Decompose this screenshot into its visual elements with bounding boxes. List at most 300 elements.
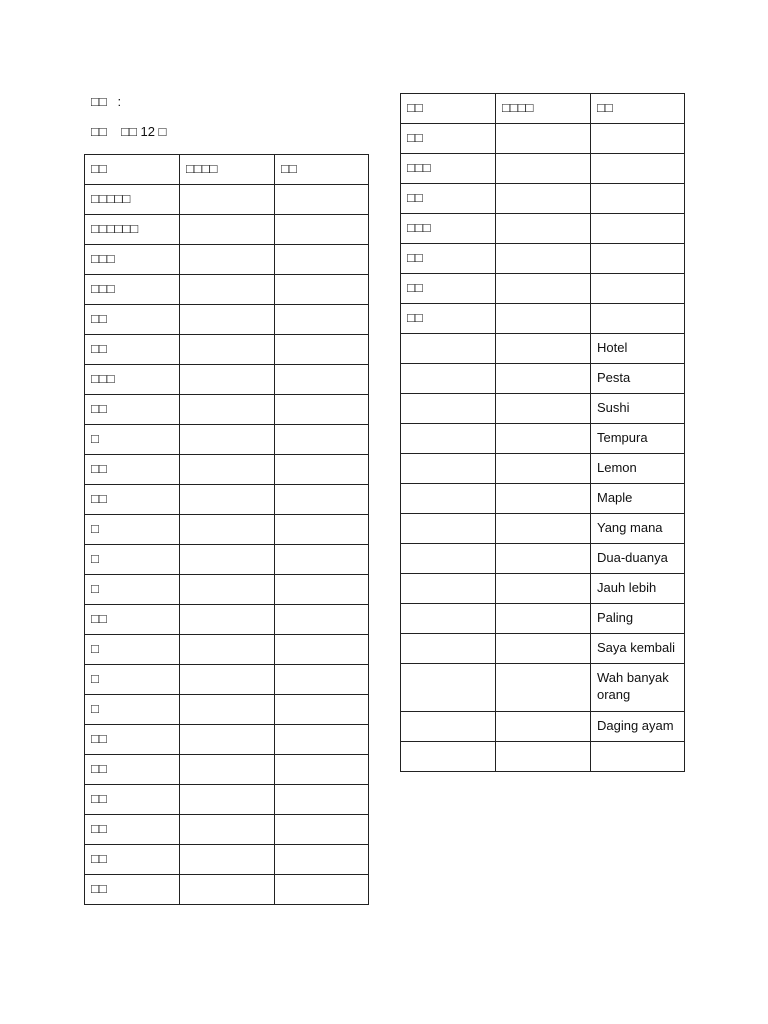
table-cell-1[interactable] xyxy=(401,214,496,244)
table-cell-3[interactable] xyxy=(275,845,369,875)
table-cell-1[interactable] xyxy=(85,245,180,275)
cell-text xyxy=(281,335,368,340)
cell-text xyxy=(186,845,274,850)
cell-text xyxy=(502,574,590,579)
cell-text xyxy=(502,154,590,159)
table-row xyxy=(85,275,369,305)
table-cell-3[interactable] xyxy=(275,695,369,725)
table-cell-3[interactable] xyxy=(591,274,685,304)
date-line: □□ □□ 12 □ xyxy=(91,124,167,139)
table-cell-2[interactable] xyxy=(180,845,275,875)
header-cell-3 xyxy=(591,94,685,124)
table-cell-1[interactable] xyxy=(401,544,496,574)
table-cell-2[interactable] xyxy=(496,664,591,712)
table-cell-3[interactable] xyxy=(591,544,685,574)
table-cell-1[interactable] xyxy=(85,395,180,425)
cell-text: □ xyxy=(91,701,99,716)
table-cell-2[interactable] xyxy=(496,184,591,214)
table-row xyxy=(401,274,685,304)
cell-text xyxy=(407,334,495,339)
table-cell-1[interactable] xyxy=(85,215,180,245)
table-row xyxy=(85,335,369,365)
table-cell-3[interactable] xyxy=(275,815,369,845)
table-cell-3[interactable] xyxy=(275,605,369,635)
table-cell-1[interactable] xyxy=(85,845,180,875)
cell-text xyxy=(502,124,590,129)
table-row xyxy=(85,665,369,695)
cell-text xyxy=(407,634,495,639)
table-cell-1[interactable] xyxy=(85,275,180,305)
table-cell-2[interactable] xyxy=(180,635,275,665)
table-cell-1[interactable] xyxy=(401,574,496,604)
table-cell-2[interactable] xyxy=(180,395,275,425)
cell-text: □ xyxy=(91,551,99,566)
cell-text: □□□□□ xyxy=(91,191,131,206)
table-cell-1[interactable] xyxy=(401,634,496,664)
cell-text xyxy=(502,604,590,609)
table-cell-1[interactable] xyxy=(85,875,180,905)
header-cell-3 xyxy=(275,155,369,185)
table-cell-2[interactable] xyxy=(496,154,591,184)
table-cell-1[interactable] xyxy=(401,742,496,772)
cell-text xyxy=(186,605,274,610)
table-cell-2[interactable] xyxy=(496,304,591,334)
table-cell-2[interactable] xyxy=(180,185,275,215)
cell-text: Pesta xyxy=(597,370,631,385)
cell-text: □□□□ xyxy=(186,161,218,176)
cell-text xyxy=(281,755,368,760)
table-cell-3[interactable] xyxy=(275,785,369,815)
table-cell-3[interactable] xyxy=(275,335,369,365)
table-cell-3[interactable] xyxy=(275,545,369,575)
table-cell-1[interactable] xyxy=(85,515,180,545)
table-row xyxy=(85,215,369,245)
table-cell-2[interactable] xyxy=(180,785,275,815)
table-cell-3[interactable] xyxy=(591,664,685,712)
cell-text: □□ xyxy=(91,791,107,806)
cell-text xyxy=(281,635,368,640)
table-cell-2[interactable] xyxy=(496,574,591,604)
table-cell-1[interactable] xyxy=(85,575,180,605)
table-cell-2[interactable] xyxy=(496,244,591,274)
cell-text xyxy=(597,274,684,279)
cell-text xyxy=(281,875,368,880)
cell-text: □□ xyxy=(91,161,107,176)
table-cell-1[interactable] xyxy=(85,185,180,215)
table-cell-3[interactable] xyxy=(275,635,369,665)
table-cell-1[interactable] xyxy=(85,455,180,485)
table-row xyxy=(401,514,685,544)
table-cell-3[interactable] xyxy=(275,755,369,785)
table-row xyxy=(85,515,369,545)
table-row xyxy=(401,334,685,364)
table-cell-1[interactable] xyxy=(85,545,180,575)
cell-text xyxy=(502,514,590,519)
cell-text xyxy=(186,185,274,190)
cell-text xyxy=(281,695,368,700)
table-cell-3[interactable] xyxy=(275,215,369,245)
table-cell-3[interactable] xyxy=(591,454,685,484)
cell-text xyxy=(186,695,274,700)
table-row xyxy=(401,394,685,424)
table-row xyxy=(401,574,685,604)
cell-text xyxy=(281,485,368,490)
table-row xyxy=(401,742,685,772)
table-cell-1[interactable] xyxy=(401,712,496,742)
cell-text xyxy=(502,742,590,747)
cell-text xyxy=(502,484,590,489)
cell-text: □□ xyxy=(91,851,107,866)
cell-text: □□□□ xyxy=(502,100,534,115)
table-cell-1[interactable] xyxy=(401,364,496,394)
table-cell-3[interactable] xyxy=(275,185,369,215)
table-cell-1[interactable] xyxy=(401,184,496,214)
cell-text xyxy=(186,515,274,520)
cell-text xyxy=(407,364,495,369)
table-cell-3[interactable] xyxy=(591,424,685,454)
table-cell-2[interactable] xyxy=(180,545,275,575)
table-cell-1[interactable] xyxy=(401,274,496,304)
cell-text: Hotel xyxy=(597,340,628,355)
table-cell-2[interactable] xyxy=(496,124,591,154)
cell-text: □□ xyxy=(91,881,107,896)
table-cell-2[interactable] xyxy=(180,305,275,335)
table-cell-2[interactable] xyxy=(180,365,275,395)
table-row xyxy=(85,545,369,575)
table-cell-3[interactable] xyxy=(591,604,685,634)
table-row xyxy=(85,365,369,395)
table-cell-2[interactable] xyxy=(496,454,591,484)
table-cell-2[interactable] xyxy=(496,274,591,304)
cell-text xyxy=(407,544,495,549)
table-cell-2[interactable] xyxy=(496,394,591,424)
cell-text xyxy=(281,395,368,400)
table-cell-2[interactable] xyxy=(496,424,591,454)
table-cell-2[interactable] xyxy=(180,245,275,275)
table-cell-2[interactable] xyxy=(180,575,275,605)
table-cell-3[interactable] xyxy=(591,394,685,424)
cell-text: □□ xyxy=(91,341,107,356)
cell-text: □□□ xyxy=(91,281,115,296)
table-row xyxy=(85,785,369,815)
table-row xyxy=(401,184,685,214)
cell-text xyxy=(597,184,684,189)
table-cell-1[interactable] xyxy=(85,365,180,395)
cell-text xyxy=(281,815,368,820)
left-vocab-table xyxy=(84,154,369,905)
cell-text xyxy=(502,184,590,189)
table-cell-1[interactable] xyxy=(401,304,496,334)
cell-text: □ xyxy=(91,431,99,446)
table-cell-1[interactable] xyxy=(401,454,496,484)
table-cell-3[interactable] xyxy=(591,154,685,184)
table-row xyxy=(85,455,369,485)
cell-text xyxy=(502,424,590,429)
table-row xyxy=(401,154,685,184)
table-header-row xyxy=(401,94,685,124)
table-cell-2[interactable] xyxy=(496,214,591,244)
cell-text: □□ xyxy=(91,401,107,416)
cell-text xyxy=(281,515,368,520)
cell-text xyxy=(407,742,495,747)
cell-text xyxy=(281,845,368,850)
cell-text: Saya kembali xyxy=(597,640,676,655)
cell-text: Sushi xyxy=(597,400,630,415)
cell-text xyxy=(407,394,495,399)
table-row xyxy=(85,245,369,275)
cell-text xyxy=(186,305,274,310)
table-row xyxy=(401,214,685,244)
table-cell-1[interactable] xyxy=(85,485,180,515)
table-cell-3[interactable] xyxy=(591,484,685,514)
cell-text: □□ xyxy=(407,250,423,265)
cell-text xyxy=(597,742,684,747)
cell-text xyxy=(186,755,274,760)
table-row xyxy=(85,425,369,455)
table-cell-1[interactable] xyxy=(401,484,496,514)
cell-text xyxy=(502,274,590,279)
cell-text xyxy=(186,575,274,580)
table-cell-3[interactable] xyxy=(275,425,369,455)
table-cell-1[interactable] xyxy=(85,635,180,665)
cell-text xyxy=(186,815,274,820)
table-row xyxy=(85,755,369,785)
cell-text: □ xyxy=(91,521,99,536)
table-cell-2[interactable] xyxy=(496,634,591,664)
cell-text xyxy=(502,394,590,399)
table-row xyxy=(401,364,685,394)
table-cell-2[interactable] xyxy=(496,712,591,742)
table-cell-3[interactable] xyxy=(275,305,369,335)
table-cell-2[interactable] xyxy=(180,695,275,725)
cell-text: Paling xyxy=(597,610,634,625)
table-cell-1[interactable] xyxy=(85,425,180,455)
table-cell-1[interactable] xyxy=(85,695,180,725)
cell-text xyxy=(186,725,274,730)
table-cell-3[interactable] xyxy=(591,304,685,334)
table-cell-3[interactable] xyxy=(591,244,685,274)
cell-text xyxy=(502,214,590,219)
cell-text: Dua-duanya xyxy=(597,550,668,565)
cell-text xyxy=(186,485,274,490)
cell-text: □ xyxy=(91,581,99,596)
cell-text: □□□□□□ xyxy=(91,221,139,236)
table-cell-2[interactable] xyxy=(180,665,275,695)
cell-text xyxy=(407,484,495,489)
table-cell-1[interactable] xyxy=(85,785,180,815)
cell-text: □□ xyxy=(407,130,423,145)
table-cell-3[interactable] xyxy=(275,485,369,515)
cell-text: □ xyxy=(91,671,99,686)
table-cell-2[interactable] xyxy=(496,742,591,772)
table-row xyxy=(401,424,685,454)
cell-text: □□□ xyxy=(407,220,431,235)
table-cell-1[interactable] xyxy=(401,424,496,454)
cell-text: Maple xyxy=(597,490,633,505)
table-cell-2[interactable] xyxy=(496,514,591,544)
table-cell-3[interactable] xyxy=(591,634,685,664)
cell-text: □□ xyxy=(91,821,107,836)
right-vocab-table xyxy=(400,93,685,772)
cell-text: □□ xyxy=(407,280,423,295)
table-cell-1[interactable] xyxy=(85,305,180,335)
table-cell-3[interactable] xyxy=(275,725,369,755)
table-cell-1[interactable] xyxy=(85,605,180,635)
table-cell-2[interactable] xyxy=(496,334,591,364)
table-cell-1[interactable] xyxy=(85,755,180,785)
cell-text xyxy=(597,124,684,129)
table-cell-1[interactable] xyxy=(401,244,496,274)
table-cell-2[interactable] xyxy=(496,364,591,394)
table-row xyxy=(401,634,685,664)
table-row xyxy=(85,845,369,875)
table-cell-3[interactable] xyxy=(275,515,369,545)
table-cell-3[interactable] xyxy=(275,875,369,905)
table-cell-3[interactable] xyxy=(275,275,369,305)
name-line: □□ : xyxy=(91,94,122,109)
table-cell-1[interactable] xyxy=(401,334,496,364)
table-cell-3[interactable] xyxy=(275,365,369,395)
cell-text: Wah banyak orang xyxy=(597,670,669,702)
table-cell-1[interactable] xyxy=(85,665,180,695)
table-cell-3[interactable] xyxy=(591,334,685,364)
cell-text: □□ xyxy=(91,461,107,476)
cell-text xyxy=(502,364,590,369)
header-cell-1 xyxy=(401,94,496,124)
table-row xyxy=(401,484,685,514)
cell-text xyxy=(502,244,590,249)
cell-text: Daging ayam xyxy=(597,718,674,733)
cell-text xyxy=(281,725,368,730)
table-cell-1[interactable] xyxy=(401,514,496,544)
table-cell-1[interactable] xyxy=(85,725,180,755)
cell-text: □□ xyxy=(281,161,297,176)
table-cell-2[interactable] xyxy=(180,725,275,755)
header-cell-2 xyxy=(180,155,275,185)
table-cell-3[interactable] xyxy=(591,364,685,394)
table-cell-3[interactable] xyxy=(591,214,685,244)
cell-text xyxy=(407,574,495,579)
cell-text xyxy=(502,634,590,639)
cell-text: Yang mana xyxy=(597,520,663,535)
table-cell-2[interactable] xyxy=(180,215,275,245)
table-cell-2[interactable] xyxy=(180,815,275,845)
cell-text xyxy=(281,425,368,430)
table-row xyxy=(401,712,685,742)
table-row xyxy=(401,124,685,154)
cell-text xyxy=(502,304,590,309)
cell-text xyxy=(281,305,368,310)
table-cell-2[interactable] xyxy=(180,335,275,365)
table-cell-2[interactable] xyxy=(496,604,591,634)
cell-text xyxy=(281,665,368,670)
table-row xyxy=(85,605,369,635)
cell-text xyxy=(281,455,368,460)
cell-text: □□□ xyxy=(91,371,115,386)
header-cell-2 xyxy=(496,94,591,124)
cell-text xyxy=(281,215,368,220)
cell-text: □□ xyxy=(407,100,423,115)
table-cell-2[interactable] xyxy=(180,455,275,485)
table-cell-1[interactable] xyxy=(401,664,496,712)
table-cell-3[interactable] xyxy=(591,712,685,742)
cell-text: □□ xyxy=(407,190,423,205)
table-row xyxy=(85,695,369,725)
table-cell-1[interactable] xyxy=(401,154,496,184)
table-cell-2[interactable] xyxy=(180,425,275,455)
table-cell-3[interactable] xyxy=(275,455,369,485)
cell-text xyxy=(407,514,495,519)
cell-text xyxy=(281,245,368,250)
header-cell-1 xyxy=(85,155,180,185)
cell-text xyxy=(502,544,590,549)
table-row xyxy=(85,305,369,335)
table-cell-3[interactable] xyxy=(591,124,685,154)
table-cell-2[interactable] xyxy=(180,515,275,545)
table-cell-2[interactable] xyxy=(180,275,275,305)
table-header-row xyxy=(85,155,369,185)
cell-text: □□ xyxy=(91,311,107,326)
table-cell-3[interactable] xyxy=(591,184,685,214)
table-cell-3[interactable] xyxy=(275,395,369,425)
cell-text: □ xyxy=(91,641,99,656)
cell-text xyxy=(281,365,368,370)
table-cell-2[interactable] xyxy=(180,605,275,635)
cell-text xyxy=(186,245,274,250)
cell-text xyxy=(186,665,274,670)
table-row xyxy=(401,244,685,274)
table-cell-3[interactable] xyxy=(275,245,369,275)
table-row xyxy=(85,635,369,665)
cell-text xyxy=(186,455,274,460)
table-cell-2[interactable] xyxy=(180,485,275,515)
cell-text xyxy=(186,395,274,400)
cell-text xyxy=(597,154,684,159)
table-cell-2[interactable] xyxy=(496,484,591,514)
cell-text: □□ xyxy=(91,731,107,746)
table-row xyxy=(401,544,685,574)
cell-text xyxy=(186,275,274,280)
table-cell-3[interactable] xyxy=(275,665,369,695)
table-cell-1[interactable] xyxy=(401,124,496,154)
table-cell-3[interactable] xyxy=(275,575,369,605)
table-cell-1[interactable] xyxy=(85,815,180,845)
table-cell-3[interactable] xyxy=(591,742,685,772)
cell-text xyxy=(281,785,368,790)
table-row xyxy=(85,725,369,755)
table-cell-1[interactable] xyxy=(401,394,496,424)
table-cell-1[interactable] xyxy=(401,604,496,634)
cell-text xyxy=(281,605,368,610)
table-row xyxy=(85,485,369,515)
table-cell-2[interactable] xyxy=(180,875,275,905)
table-cell-3[interactable] xyxy=(591,514,685,544)
table-cell-2[interactable] xyxy=(496,544,591,574)
cell-text xyxy=(502,712,590,717)
cell-text xyxy=(186,335,274,340)
cell-text: Tempura xyxy=(597,430,648,445)
cell-text xyxy=(281,575,368,580)
table-row xyxy=(85,185,369,215)
cell-text xyxy=(407,664,495,669)
table-cell-1[interactable] xyxy=(85,335,180,365)
table-cell-2[interactable] xyxy=(180,755,275,785)
table-cell-3[interactable] xyxy=(591,574,685,604)
cell-text: Jauh lebih xyxy=(597,580,657,595)
cell-text: □□□ xyxy=(91,251,115,266)
cell-text xyxy=(502,664,590,669)
cell-text xyxy=(407,424,495,429)
